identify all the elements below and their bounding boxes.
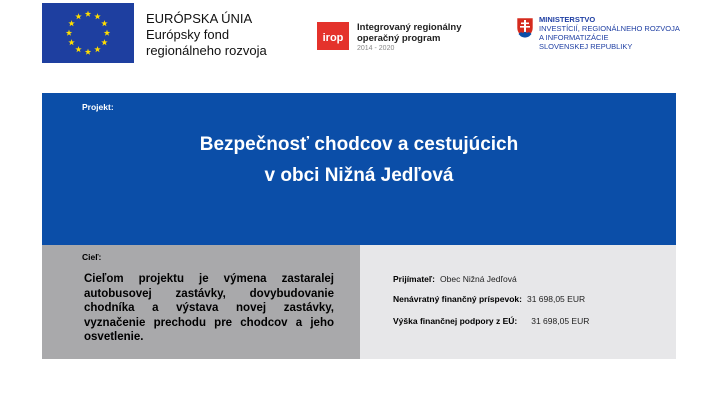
ministry-line: A INFORMATIZÁCIE (539, 33, 609, 42)
ministry-line: INVESTÍCIÍ, REGIONÁLNEHO ROZVOJA (539, 24, 680, 33)
ministry-line: MINISTERSTVO (539, 15, 596, 24)
eu-support-row (393, 316, 589, 326)
eu-support-value: 31 698,05 EUR (531, 316, 590, 326)
irop-line-2: operačný program (357, 33, 441, 44)
project-panel (42, 93, 676, 245)
info-panel (360, 245, 676, 359)
irop-years: 2014 - 2020 (357, 45, 395, 52)
recipient-value: Obec Nižná Jedľová (440, 274, 517, 284)
ministry-line: SLOVENSKEJ REPUBLIKY (539, 42, 633, 51)
grant-value: 31 698,05 EUR (526, 294, 586, 304)
irop-line-1: Integrovaný regionálny (357, 22, 462, 33)
eu-line: Európsky fond (146, 27, 230, 42)
project-title-line: v obci Nižná Jedľová (264, 165, 454, 186)
eu-flag-icon (42, 3, 134, 63)
slovak-coat-of-arms-icon (516, 17, 534, 39)
recipient-row (393, 274, 517, 284)
eu-support-label: Výška finančnej podpory z EÚ: (393, 316, 518, 326)
goal-panel (42, 245, 360, 359)
irop-mark-text: irop (322, 32, 344, 44)
eu-logo-text (146, 11, 267, 59)
eu-line: EURÓPSKA ÚNIA (146, 11, 253, 26)
project-label: Projekt: (82, 102, 114, 112)
project-title-line: Bezpečnosť chodcov a cestujúcich (199, 134, 519, 155)
project-title (42, 129, 676, 191)
recipient-label: Prijímateľ: (393, 274, 436, 284)
grant-label: Nenávratný finančný príspevok: (393, 294, 522, 304)
eu-line: regionálneho rozvoja (146, 43, 267, 58)
goal-label: Cieľ: (82, 252, 102, 262)
irop-mark-icon (317, 22, 349, 50)
goal-text: Cieľom projektu je výmena zastaralej autobusovej zastávky, dovybudovanie chodníka a výstava novej zastávky, vyznačenie prechodu pre chodcov a jeho osvetlenie. (84, 273, 334, 343)
grant-row (393, 294, 585, 304)
